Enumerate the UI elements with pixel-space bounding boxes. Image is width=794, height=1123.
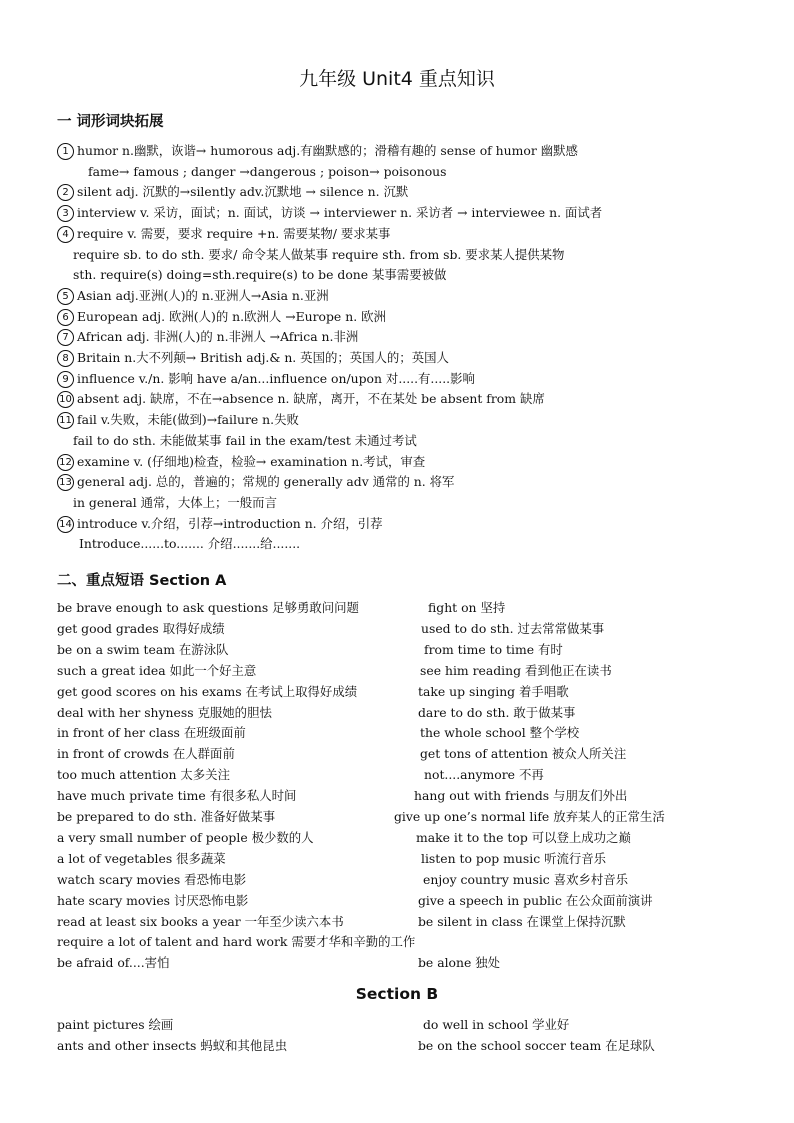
section2-heading: 二、重点短语 Section A xyxy=(57,573,227,589)
phrase-left: in front of crowds 在人群面前 xyxy=(57,746,235,762)
item-text: humor n.幽默，诙谐→ humorous adj.有幽默感的；滑稽有趣的 sense of humor 幽默感 xyxy=(77,143,578,158)
phrase-left: a lot of vegetables 很多蔬菜 xyxy=(57,850,226,866)
vocab-sub-line: in general 通常，大体上；一般而言 xyxy=(73,494,277,510)
vocab-sub-line: sth. require(s) doing=sth.require(s) to be done 某事需要被做 xyxy=(73,267,447,283)
phrase-left: be afraid of....害怕 xyxy=(57,955,170,971)
item-text: interview v. 采访，面试；n. 面试，访谈 → interviewer n. 采访者 → interviewee n. 面试者 xyxy=(77,205,603,221)
phrase-left: read at least six books a year 一年至少读六本书 xyxy=(57,913,344,929)
phrase-left: deal with her shyness 克服她的胆怯 xyxy=(57,704,272,720)
phrase-right: the whole school 整个学校 xyxy=(420,725,580,741)
vocab-item xyxy=(57,203,602,223)
phrase-right: from time to time 有时 xyxy=(424,641,563,657)
phrase-right: be silent in class 在课堂上保持沉默 xyxy=(418,913,626,929)
phrase-left: ants and other insects 蚂蚁和其他昆虫 xyxy=(57,1037,288,1053)
item-text: require v. 需要，要求 require +n. 需要某物/ 要求某事 xyxy=(77,225,391,241)
item-number: 14 xyxy=(57,516,74,533)
phrase-left: watch scary movies 看恐怖电影 xyxy=(57,871,247,887)
item-number: 2 xyxy=(57,184,74,201)
phrase-right: take up singing 着手唱歌 xyxy=(418,683,569,699)
phrase-left: get good grades 取得好成绩 xyxy=(57,620,225,636)
vocab-item xyxy=(57,327,358,347)
item-text: European adj. 欧洲(人)的 n.欧洲人 →Europe n. 欧洲 xyxy=(77,308,386,324)
phrase-left: hate scary movies 讨厌恐怖电影 xyxy=(57,892,249,908)
phrase-right: do well in school 学业好 xyxy=(423,1017,570,1032)
vocab-item xyxy=(57,182,408,202)
item-text: silent adj. 沉默的→silently adv.沉默地 → silence n. 沉默 xyxy=(77,184,409,200)
vocab-sub-line: fail to do sth. 未能做某事 fail in the exam/test 未通过考试 xyxy=(73,432,417,448)
vocab-item xyxy=(57,286,329,306)
vocab-item xyxy=(57,141,578,161)
vocab-item xyxy=(57,389,545,409)
item-number: 3 xyxy=(57,205,74,222)
item-number: 1 xyxy=(57,143,74,160)
phrase-right: not....anymore 不再 xyxy=(424,767,544,783)
vocab-sub-line: Introduce......to....... 介绍.......给....... xyxy=(79,536,301,552)
item-text: general adj. 总的，普遍的；常规的 generally adv 通常的 n. 将军 xyxy=(77,474,455,490)
phrase-left: be prepared to do sth. 准备好做某事 xyxy=(57,809,276,824)
phrase-right: give up one’s normal life 放弃某人的正常生活 xyxy=(394,809,665,824)
page-title: 九年级 Unit4 重点知识 xyxy=(299,68,495,90)
phrase-left: paint pictures 绘画 xyxy=(57,1017,174,1032)
item-number: 9 xyxy=(57,371,74,388)
item-number: 4 xyxy=(57,226,74,243)
phrase-right: see him reading 看到他正在读书 xyxy=(420,662,612,678)
phrase-left: require a lot of talent and hard work 需要才华和辛勤的工作 xyxy=(57,934,416,950)
phrase-right: be on the school soccer team 在足球队 xyxy=(418,1037,655,1053)
item-text: examine v. (仔细地)检查，检验→ examination n.考试，审查 xyxy=(77,453,426,469)
item-number: 12 xyxy=(57,454,74,471)
vocab-item xyxy=(57,224,390,244)
item-text: absent adj. 缺席，不在→absence n. 缺席，离开，不在某处 be absent from 缺席 xyxy=(77,391,545,407)
item-text: introduce v.介绍，引荐→introduction n. 介绍，引荐 xyxy=(77,515,383,531)
section3-heading: Section B xyxy=(355,985,439,1003)
vocab-item xyxy=(57,348,449,368)
phrase-right: hang out with friends 与朋友们外出 xyxy=(414,788,628,804)
phrase-right: dare to do sth. 敢于做某事 xyxy=(418,704,576,720)
phrase-left: get good scores on his exams 在考试上取得好成绩 xyxy=(57,683,358,699)
phrase-right: get tons of attention 被众人所关注 xyxy=(420,746,627,762)
vocab-item xyxy=(57,452,425,472)
item-number: 8 xyxy=(57,350,74,367)
item-number: 7 xyxy=(57,329,74,346)
vocab-sub-line: require sb. to do sth. 要求/ 命令某人做某事 require sth. from sb. 要求某人提供某物 xyxy=(73,246,565,262)
phrase-left: such a great idea 如此一个好主意 xyxy=(57,662,257,678)
item-text: African adj. 非洲(人)的 n.非洲人 →Africa n.非洲 xyxy=(77,329,359,345)
phrase-left: in front of her class 在班级面前 xyxy=(57,725,246,741)
phrase-left: have much private time 有很多私人时间 xyxy=(57,788,297,804)
phrase-right: fight on 坚持 xyxy=(428,600,506,615)
vocab-sub-line: fame→ famous ; danger →dangerous ; poison→ poisonous xyxy=(88,163,447,179)
section1-heading: 一 词形词块拓展 xyxy=(57,114,164,130)
vocab-item xyxy=(57,307,386,327)
item-number: 5 xyxy=(57,288,74,305)
phrase-right: be alone 独处 xyxy=(418,955,501,971)
phrase-right: enjoy country music 喜欢乡村音乐 xyxy=(423,871,629,887)
phrase-left: be brave enough to ask questions 足够勇敢问问题 xyxy=(57,600,359,615)
vocab-item xyxy=(57,472,454,492)
item-text: Britain n.大不列颠→ British adj.& n. 英国的；英国人的；英国人 xyxy=(77,350,449,365)
phrase-right: give a speech in public 在公众面前演讲 xyxy=(418,892,653,908)
item-number: 10 xyxy=(57,391,74,408)
vocab-item xyxy=(57,514,383,534)
item-text: influence v./n. 影响 have a/an...influence on/upon 对.....有.....影响 xyxy=(77,370,475,386)
phrase-right: used to do sth. 过去常常做某事 xyxy=(421,620,605,636)
phrase-left: a very small number of people 极少数的人 xyxy=(57,829,314,845)
phrase-left: be on a swim team 在游泳队 xyxy=(57,641,229,657)
item-text: fail v.失败，未能(做到)→failure n.失败 xyxy=(77,412,299,428)
phrase-right: make it to the top 可以登上成功之巅 xyxy=(416,829,631,845)
item-text: Asian adj.亚洲(人)的 n.亚洲人→Asia n.亚洲 xyxy=(77,287,329,303)
item-number: 6 xyxy=(57,309,74,326)
phrase-left: too much attention 太多关注 xyxy=(57,767,230,783)
vocab-item xyxy=(57,410,299,430)
vocab-item xyxy=(57,369,475,389)
item-number: 13 xyxy=(57,474,74,491)
phrase-right: listen to pop music 听流行音乐 xyxy=(421,850,607,866)
item-number: 11 xyxy=(57,412,74,429)
